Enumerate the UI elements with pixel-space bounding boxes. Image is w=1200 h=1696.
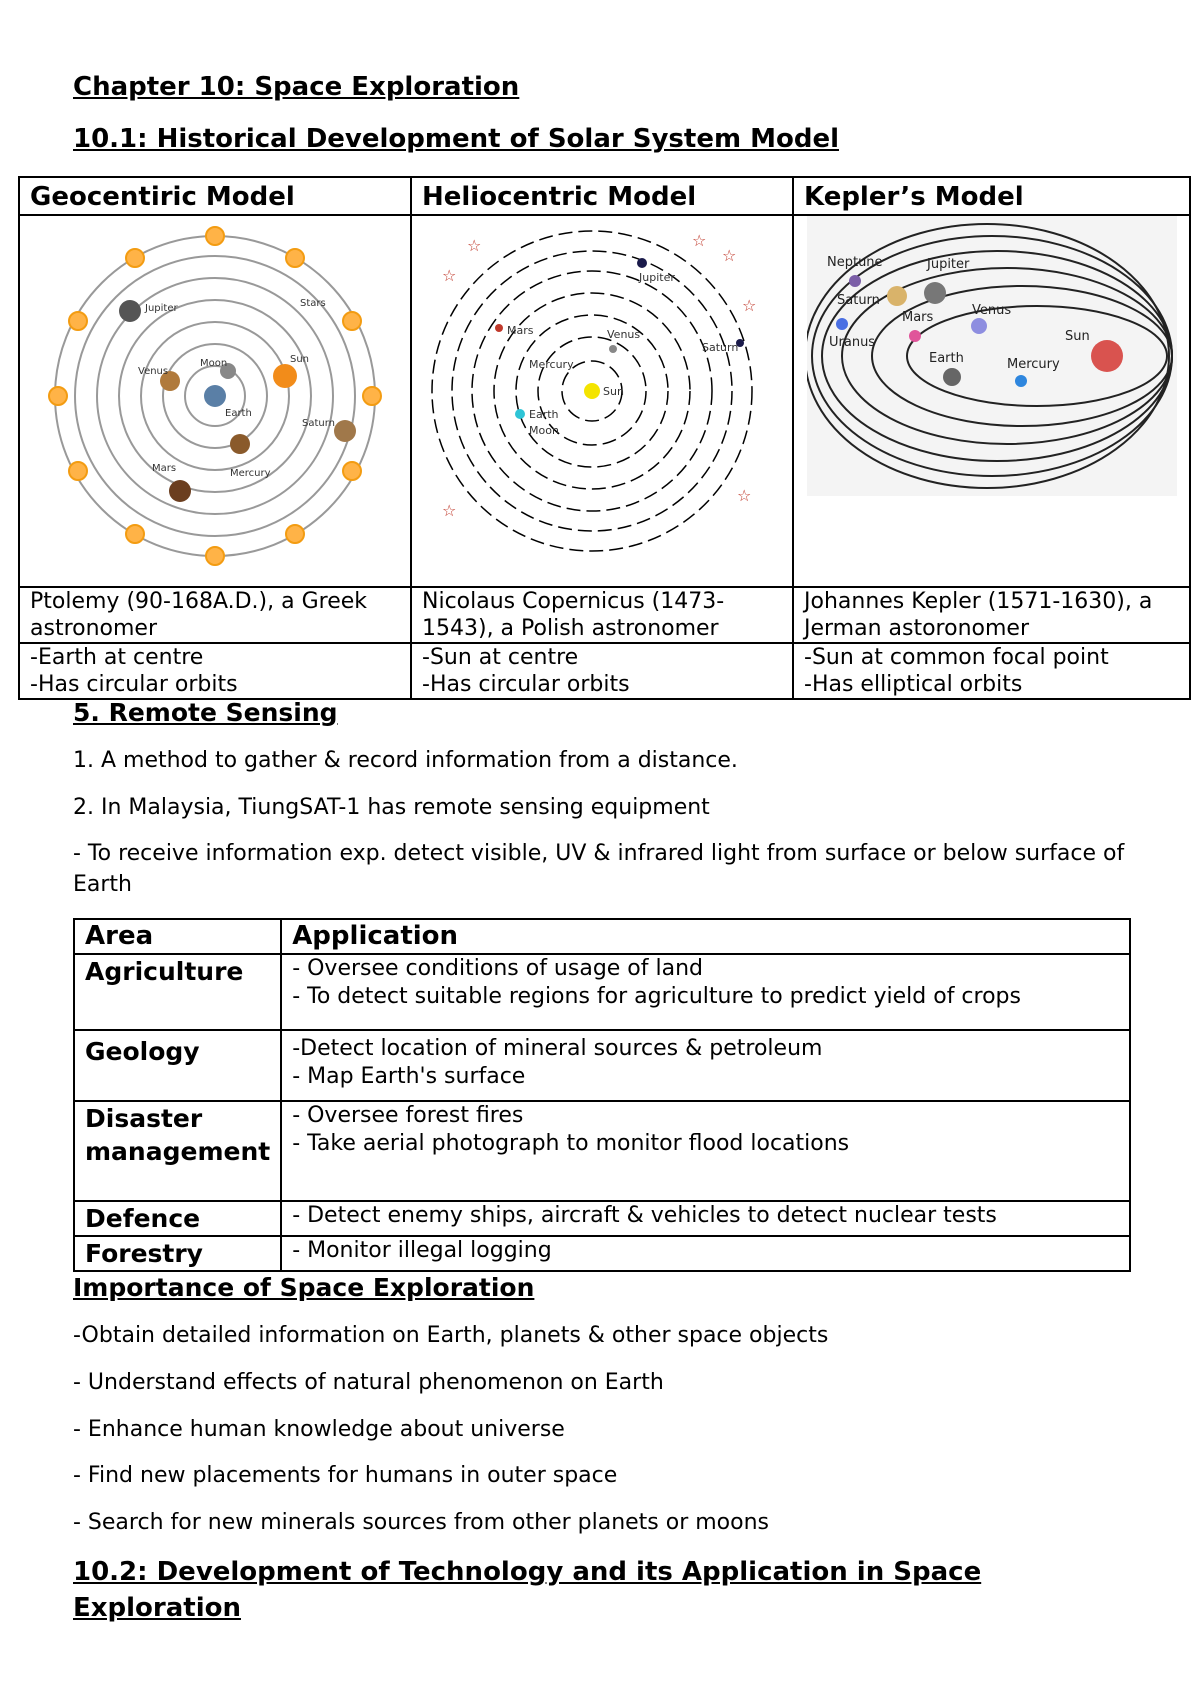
star-icon	[126, 249, 144, 267]
label-mars: Mars	[152, 463, 177, 474]
label-uranus: Uranus	[828, 335, 875, 350]
label-stars: Stars	[300, 298, 326, 309]
label-sun: Sun	[290, 354, 310, 365]
application-cell	[281, 1030, 1130, 1101]
jupiter-icon	[119, 300, 141, 322]
application-cell	[281, 1236, 1130, 1271]
kepler-header: Kepler’s Model	[793, 177, 1190, 215]
area-cell: Forestry	[74, 1236, 281, 1271]
solar-system-models-table	[18, 176, 1191, 700]
geocentric-facts	[19, 643, 411, 699]
star-icon: ☆	[737, 486, 752, 505]
sun-icon	[584, 383, 600, 399]
area-header: Area	[74, 919, 281, 954]
heliocentric-figure-cell	[411, 215, 793, 587]
label-earth: Earth	[928, 351, 964, 366]
star-icon: ☆	[467, 236, 482, 255]
venus-icon	[609, 345, 617, 353]
geocentric-diagram	[40, 216, 390, 576]
star-icon: ☆	[442, 266, 457, 285]
application-line: - Oversee conditions of usage of land	[292, 956, 704, 981]
jupiter-icon	[637, 258, 647, 268]
fact-line: -Has elliptical orbits	[804, 672, 1023, 697]
application-line: - To detect suitable regions for agriculture to predict yield of crops	[292, 984, 1021, 1009]
star-icon: ☆	[442, 501, 457, 520]
table-row	[74, 954, 1130, 1030]
label-jupiter: Jupiter	[639, 271, 675, 284]
heliocentric-facts	[411, 643, 793, 699]
label-saturn: Saturn	[836, 293, 880, 308]
section-10-2-heading: 10.2: Development of Technology and its Application in Space Exploration	[73, 1557, 982, 1623]
area-cell: Disaster management	[74, 1101, 281, 1201]
kepler-diagram	[807, 216, 1177, 516]
remote-sensing-table	[73, 918, 1131, 1272]
label-venus: Venus	[971, 303, 1011, 318]
label-mars: Mars	[901, 310, 933, 325]
label-earth: Earth	[225, 408, 252, 419]
star-icon: ☆	[692, 231, 707, 250]
neptune-icon	[849, 275, 861, 287]
star-icon	[206, 227, 224, 245]
jupiter-icon	[924, 282, 946, 304]
chapter-title: Chapter 10: Space Exploration	[73, 72, 520, 102]
kepler-figure-cell	[793, 215, 1190, 587]
label-jupiter: Jupiter	[145, 303, 178, 314]
star-icon	[69, 462, 87, 480]
venus-icon	[971, 318, 987, 334]
star-icon	[343, 312, 361, 330]
star-icon	[286, 525, 304, 543]
mars-icon	[909, 330, 921, 342]
remote-sensing-heading: 5. Remote Sensing	[73, 698, 338, 727]
fact-line: -Sun at common focal point	[804, 645, 1109, 670]
application-line: - Oversee forest fires	[292, 1103, 524, 1128]
saturn-icon	[887, 286, 907, 306]
table-row	[74, 1030, 1130, 1101]
star-icon	[286, 249, 304, 267]
earth-icon	[515, 409, 525, 419]
label-mercury: Mercury	[230, 468, 271, 479]
geocentric-header: Geocentiric Model	[19, 177, 411, 215]
heliocentric-diagram	[427, 216, 777, 576]
geocentric-figure-cell	[19, 215, 411, 587]
remote-sensing-point: - To receive information exp. detect visible, UV & infrared light from surface or below surface of Earth	[73, 841, 1125, 897]
table-row	[74, 1101, 1130, 1201]
importance-point: - Find new placements for humans in outer space	[73, 1463, 618, 1488]
uranus-icon	[836, 318, 848, 330]
application-line: - Take aerial photograph to monitor flood locations	[292, 1131, 850, 1156]
remote-sensing-point: 1. A method to gather & record information from a distance.	[73, 748, 738, 773]
label-mercury: Mercury	[1006, 357, 1060, 372]
heliocentric-author: Nicolaus Copernicus (1473-1543), a Polish astronomer	[411, 587, 793, 643]
application-header: Application	[281, 919, 1130, 954]
label-moon: Moon	[529, 424, 559, 437]
importance-point: - Understand effects of natural phenomenon on Earth	[73, 1370, 664, 1395]
application-line: - Detect enemy ships, aircraft & vehicles to detect nuclear tests	[292, 1203, 997, 1228]
label-earth: Earth	[529, 408, 559, 421]
star-icon	[363, 387, 381, 405]
fact-line: -Has circular orbits	[422, 672, 630, 697]
geocentric-author: Ptolemy (90-168A.D.), a Greek astronomer	[19, 587, 411, 643]
saturn-icon	[334, 420, 356, 442]
mercury-icon	[230, 434, 250, 454]
label-saturn: Saturn	[702, 341, 739, 354]
star-icon: ☆	[742, 296, 757, 315]
star-icon	[343, 462, 361, 480]
kepler-author: Johannes Kepler (1571-1630), a Jerman astoronomer	[793, 587, 1190, 643]
label-venus: Venus	[607, 328, 641, 341]
application-line: - Map Earth's surface	[292, 1064, 526, 1089]
heliocentric-header: Heliocentric Model	[411, 177, 793, 215]
area-cell: Agriculture	[74, 954, 281, 1030]
importance-point: - Enhance human knowledge about universe	[73, 1417, 565, 1442]
label-jupiter: Jupiter	[926, 257, 969, 272]
star-icon	[49, 387, 67, 405]
application-line: -Detect location of mineral sources & petroleum	[292, 1036, 823, 1061]
remote-sensing-point: 2. In Malaysia, TiungSAT-1 has remote sensing equipment	[73, 795, 710, 820]
label-saturn: Saturn	[302, 418, 336, 429]
mercury-icon	[1015, 375, 1027, 387]
label-moon: Moon	[200, 358, 228, 369]
label-sun: Sun	[1064, 329, 1090, 344]
label-neptune: Neptune	[826, 255, 883, 270]
table-row	[74, 1201, 1130, 1236]
star-icon	[126, 525, 144, 543]
label-sun: Sun	[603, 385, 624, 398]
section-10-1-heading: 10.1: Historical Development of Solar System Model	[73, 124, 839, 154]
importance-point: -Obtain detailed information on Earth, planets & other space objects	[73, 1323, 829, 1348]
mars-icon	[169, 480, 191, 502]
application-cell	[281, 954, 1130, 1030]
label-mercury: Mercury	[529, 358, 574, 371]
earth-icon	[943, 368, 961, 386]
kepler-facts	[793, 643, 1190, 699]
mars-icon	[495, 324, 503, 332]
area-cell: Geology	[74, 1030, 281, 1101]
sun-icon	[273, 364, 297, 388]
label-mars: Mars	[507, 324, 534, 337]
star-icon	[206, 547, 224, 565]
star-icon: ☆	[722, 246, 737, 265]
table-row	[74, 1236, 1130, 1271]
star-icon	[69, 312, 87, 330]
fact-line: -Earth at centre	[30, 645, 204, 670]
fact-line: -Sun at centre	[422, 645, 579, 670]
fact-line: -Has circular orbits	[30, 672, 238, 697]
application-cell	[281, 1201, 1130, 1236]
application-cell	[281, 1101, 1130, 1201]
importance-point: - Search for new minerals sources from other planets or moons	[73, 1510, 770, 1535]
sun-icon	[1091, 340, 1123, 372]
area-cell: Defence	[74, 1201, 281, 1236]
importance-heading: Importance of Space Exploration	[73, 1273, 535, 1302]
earth-icon	[204, 385, 226, 407]
label-venus: Venus	[138, 366, 169, 377]
application-line: - Monitor illegal logging	[292, 1238, 552, 1263]
